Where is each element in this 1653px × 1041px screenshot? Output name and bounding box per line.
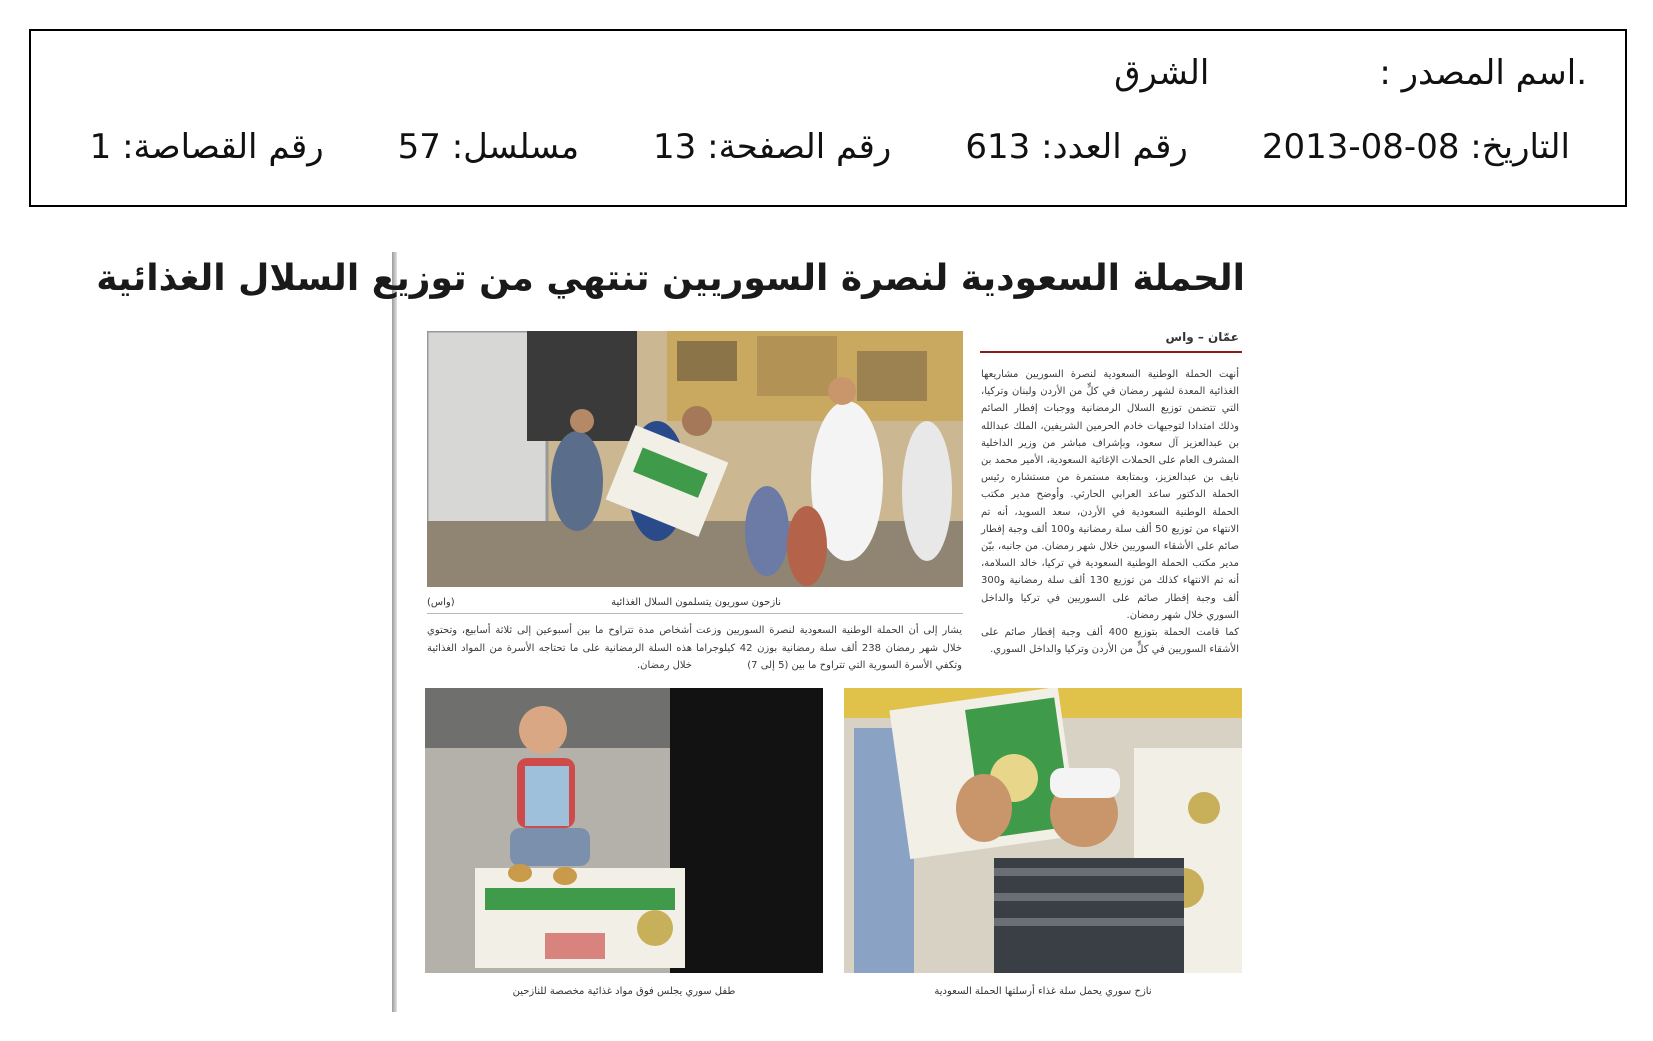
source-label: .اسم المصدر :	[1379, 53, 1587, 93]
article-body-column	[981, 366, 1239, 658]
article-paragraph-3: يشار إلى أن الحملة الوطنية السعودية لنصرة السوريين وزعت خلال شهر رمضان 238 ألف سلة رمضانية بوزن 42 كيلوجراما وتكفي الأسرة السورية التي تتراوح ما بين (5 إلى 7)	[696, 625, 962, 671]
top-photo-caption: نازحون سوريون يتسلمون السلال الغذائية	[611, 597, 781, 608]
article-paragraph-4: أشخاص مدة تتراوح ما بين أسبوعين إلى ثلاثة أسابيع، وتحتوي هذه السلة الرمضانية على ما تحتاجه الأسرة من المواد الغذائية خلال رمضان.	[427, 625, 692, 671]
dateline-rule	[980, 351, 1242, 353]
photo-child-on-box	[425, 688, 823, 973]
clip-number-field: رقم القصاصة: 1	[89, 127, 324, 167]
article-headline: الحملة السعودية لنصرة السوريين تنتهي من توزيع السلال الغذائية	[96, 258, 1245, 299]
source-row	[1114, 53, 1587, 93]
page-number-field: رقم الصفحة: 13	[653, 127, 892, 167]
issue-number-field: رقم العدد: 613	[965, 127, 1188, 167]
issue-details-row	[90, 127, 1570, 167]
article-paragraph-2: كما قامت الحملة بتوزيع 400 ألف وجبة إفطار صائم على الأشقاء السوريين في كلٍّ من الأردن وتركيا والداخل السوري.	[981, 627, 1239, 656]
photo-distribution-crowd	[427, 331, 963, 587]
article-dateline: عمّان – واس	[1165, 330, 1239, 344]
photo-man-carrying-box	[844, 688, 1242, 973]
serial-field: مسلسل: 57	[397, 127, 580, 167]
photo-credit: (واس)	[427, 597, 455, 608]
source-value: الشرق	[1114, 53, 1210, 93]
photo-child-on-box-image	[425, 688, 823, 973]
caption-divider	[427, 613, 963, 614]
bottom-right-photo-caption: نازح سوري يحمل سلة غذاء أرسلتها الحملة السعودية	[934, 986, 1152, 997]
photo-man-carrying-box-image	[844, 688, 1242, 973]
article-column-middle-right	[696, 622, 962, 675]
article-column-middle-left	[427, 622, 692, 675]
clipping-edge-shadow	[392, 252, 397, 1012]
source-info-box	[29, 29, 1627, 207]
article-paragraph-1: أنهت الحملة الوطنية السعودية لنصرة السوريين مشاريعها الغذائية المعدة لشهر رمضان في كلٍّ من الأردن ولبنان وتركيا، التي تتضمن توزيع السلال الرمضانية ووجبات إفطار الصائم وذلك امتدادا لتوجيهات خادم الحرمين الشريفين، الملك عبدالله بن عبدالعزيز آل سعود، وبإشراف مباشر من وزير الداخلية المشرف العام على الحملات الإغاثية السعودية، الأمير محمد بن نايف بن عبدالعزيز، وبمتابعة مستمرة من مستشاره رئيس الحملة الدكتور ساعد العرابي الحارثي. وأوضح مدير مكتب الحملة الوطنية السعودية في الأردن، سعد السويد، أنه تم الانتهاء من توزيع 50 ألف سلة رمضانية و100 ألف وجبة إفطار صائم على الأشقاء السوريين خلال شهر رمضان. من جانبه، بيّن مدير مكتب الحملة الوطنية السعودية في تركيا، خالد السلامة، أنه تم الانتهاء كذلك من توزيع 130 ألف سلة رمضانية و300 ألف وجبة إفطار صائم على السوريين في تركيا والداخل السوري خلال شهر رمضان.	[981, 369, 1239, 621]
bottom-left-photo-caption: طفل سوري يجلس فوق مواد غذائية مخصصة للنازحين	[512, 986, 736, 997]
photo-distribution-crowd-image	[427, 331, 963, 587]
date-field: التاريخ: 08-08-2013	[1261, 127, 1570, 167]
